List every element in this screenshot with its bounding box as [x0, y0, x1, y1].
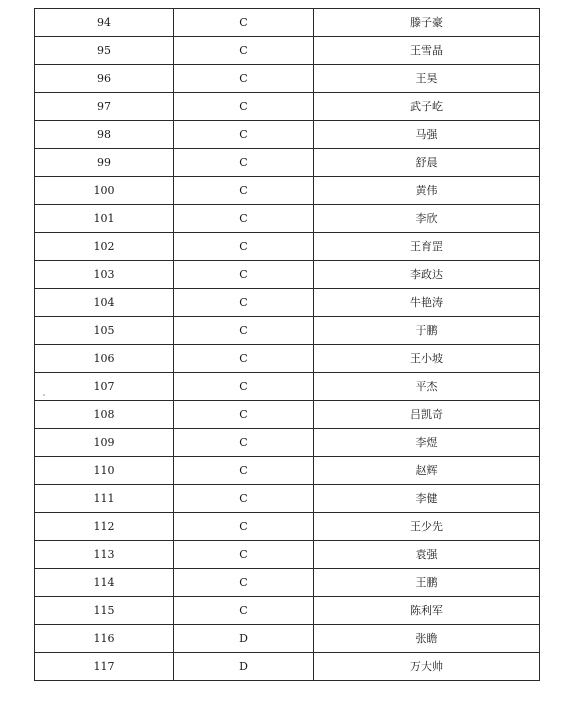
row-number-cell: 96 — [35, 65, 174, 93]
row-number-cell: 113 — [35, 541, 174, 569]
table-row — [35, 65, 540, 93]
row-number-cell: 112 — [35, 513, 174, 541]
name-cell: 王少先 — [314, 513, 540, 541]
name-cell: 袁强 — [314, 541, 540, 569]
grade-cell: C — [174, 597, 314, 625]
name-cell: 王昊 — [314, 65, 540, 93]
grade-cell: C — [174, 513, 314, 541]
row-number-cell: 103 — [35, 261, 174, 289]
grade-cell: C — [174, 569, 314, 597]
name-cell: 武子屹 — [314, 93, 540, 121]
row-number-cell: 107 — [35, 373, 174, 401]
table-row — [35, 177, 540, 205]
grade-cell: C — [174, 457, 314, 485]
row-number-cell: 101 — [35, 205, 174, 233]
name-cell: 李煜 — [314, 429, 540, 457]
row-number-cell: 117 — [35, 653, 174, 681]
table-row — [35, 429, 540, 457]
row-number-cell: 97 — [35, 93, 174, 121]
grade-cell: C — [174, 401, 314, 429]
name-cell: 王雪晶 — [314, 37, 540, 65]
table-row — [35, 373, 540, 401]
grade-cell: C — [174, 541, 314, 569]
table-row — [35, 93, 540, 121]
table-row — [35, 569, 540, 597]
table-row — [35, 485, 540, 513]
grade-cell: C — [174, 317, 314, 345]
name-cell: 黄伟 — [314, 177, 540, 205]
row-number-cell: 109 — [35, 429, 174, 457]
grade-cell: C — [174, 289, 314, 317]
row-number-cell: 98 — [35, 121, 174, 149]
name-cell: 王鹏 — [314, 569, 540, 597]
name-cell: 王育罡 — [314, 233, 540, 261]
row-number-cell: 115 — [35, 597, 174, 625]
grade-cell: D — [174, 625, 314, 653]
row-number-cell: 100 — [35, 177, 174, 205]
table-row — [35, 233, 540, 261]
name-cell: 王小坡 — [314, 345, 540, 373]
table-row — [35, 149, 540, 177]
name-cell: 马强 — [314, 121, 540, 149]
table-row — [35, 457, 540, 485]
name-cell: 牛艳涛 — [314, 289, 540, 317]
grade-cell: D — [174, 653, 314, 681]
grade-cell: C — [174, 37, 314, 65]
grade-cell: C — [174, 121, 314, 149]
table-row — [35, 653, 540, 681]
name-cell: 于鹏 — [314, 317, 540, 345]
roster-table — [34, 8, 540, 681]
row-number-cell: 94 — [35, 9, 174, 37]
table-row — [35, 205, 540, 233]
grade-cell: C — [174, 9, 314, 37]
table-row — [35, 401, 540, 429]
grade-cell: C — [174, 429, 314, 457]
grade-cell: C — [174, 177, 314, 205]
grade-cell: C — [174, 373, 314, 401]
grade-cell: C — [174, 149, 314, 177]
table-row — [35, 121, 540, 149]
grade-cell: C — [174, 345, 314, 373]
row-number-cell: 99 — [35, 149, 174, 177]
name-cell: 赵辉 — [314, 457, 540, 485]
name-cell: 滕子豪 — [314, 9, 540, 37]
name-cell: 吕凯奇 — [314, 401, 540, 429]
name-cell: 张瞻 — [314, 625, 540, 653]
table-row — [35, 37, 540, 65]
table-row — [35, 625, 540, 653]
table-row — [35, 513, 540, 541]
row-number-cell: 95 — [35, 37, 174, 65]
name-cell: 舒晨 — [314, 149, 540, 177]
row-number-cell: 106 — [35, 345, 174, 373]
name-cell: 陈利军 — [314, 597, 540, 625]
table-row — [35, 597, 540, 625]
row-number-cell: 108 — [35, 401, 174, 429]
row-number-cell: 111 — [35, 485, 174, 513]
grade-cell: C — [174, 261, 314, 289]
grade-cell: C — [174, 485, 314, 513]
roster-table-body — [35, 9, 540, 681]
table-row — [35, 345, 540, 373]
table-row — [35, 289, 540, 317]
row-number-cell: 114 — [35, 569, 174, 597]
table-row — [35, 9, 540, 37]
name-cell: 万大帅 — [314, 653, 540, 681]
name-cell: 李欣 — [314, 205, 540, 233]
row-number-cell: 110 — [35, 457, 174, 485]
name-cell: 李政达 — [314, 261, 540, 289]
grade-cell: C — [174, 93, 314, 121]
row-number-cell: 116 — [35, 625, 174, 653]
table-row — [35, 541, 540, 569]
row-number-cell: 105 — [35, 317, 174, 345]
grade-cell: C — [174, 205, 314, 233]
row-number-cell: 102 — [35, 233, 174, 261]
scan-speck — [43, 394, 45, 396]
table-row — [35, 317, 540, 345]
grade-cell: C — [174, 233, 314, 261]
table-row — [35, 261, 540, 289]
name-cell: 李健 — [314, 485, 540, 513]
row-number-cell: 104 — [35, 289, 174, 317]
grade-cell: C — [174, 65, 314, 93]
name-cell: 平杰 — [314, 373, 540, 401]
